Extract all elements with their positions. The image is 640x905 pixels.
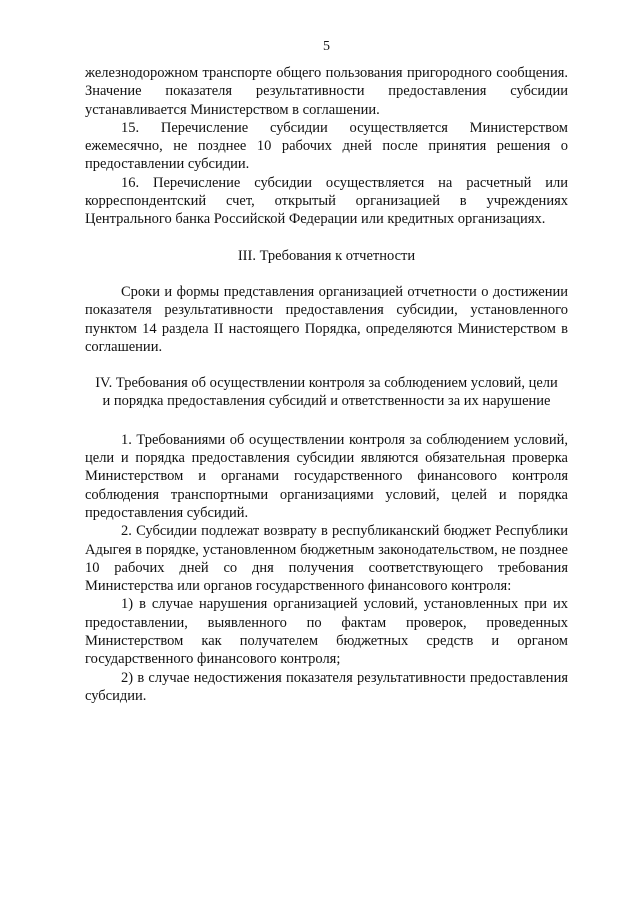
- section-4-subitem-1: 1) в случае нарушения организацией условий, установленных при их предоставлении, выявленного по фактам проверок, проведенных Министерством как получателем бюджетных средств и органом государственного финансового контроля;: [85, 596, 568, 668]
- spacer: [85, 265, 568, 283]
- spacer: [85, 411, 568, 431]
- section-3-text: Сроки и формы представления организацией отчетности о достижении показателя результативности предоставления субсидии, установленного пунктом 14 раздела II настоящего Порядка, определяются Министерством в соглашении.: [85, 283, 568, 355]
- section-4-heading-line-1: IV. Требования об осуществлении контроля за соблюдением условий, цели: [95, 375, 558, 392]
- page-number: 5: [323, 39, 330, 54]
- section-4-subitem-2: 2) в случае недостижения показателя результативности предоставления субсидии.: [85, 669, 568, 704]
- section-3-heading: III. Требования к отчетности: [237, 247, 416, 264]
- paragraph-item-16: 16. Перечисление субсидии осуществляется на расчетный или корреспондентский счет, открытый организацией в учреждениях Центрального банка Российской Федерации или кредитных организациях.: [85, 174, 568, 228]
- paragraph-item-15: 15. Перечисление субсидии осуществляется Министерством ежемесячно, не позднее 10 рабочих дней после принятия решения о предоставлении субсидии.: [85, 119, 568, 173]
- spacer: [85, 229, 568, 247]
- section-4-heading-line-2: и порядка предоставления субсидий и ответственности за их нарушение: [102, 393, 551, 410]
- spacer: [85, 356, 568, 374]
- paragraph-continuation: железнодорожном транспорте общего пользования пригородного сообщения. Значение показателя результативности предоставления субсидии устанавливается Министерством в соглашении.: [85, 65, 568, 118]
- section-4-item-1: 1. Требованиями об осуществлении контроля за соблюдением условий, цели и порядка предоставления субсидии являются обязательная проверка Министерством и органами государственного финансового контроля соблюдения транспортными организациями условий, целей и порядка предоставления субсидий.: [85, 431, 568, 521]
- section-4-item-2: 2. Субсидии подлежат возврату в республиканский бюджет Республики Адыгея в порядке, установленном бюджетным законодательством, не позднее 10 рабочих дней со дня получения соответствующего требования Министерства или органов государственного финансового контроля:: [85, 523, 568, 595]
- document-page: [85, 38, 568, 705]
